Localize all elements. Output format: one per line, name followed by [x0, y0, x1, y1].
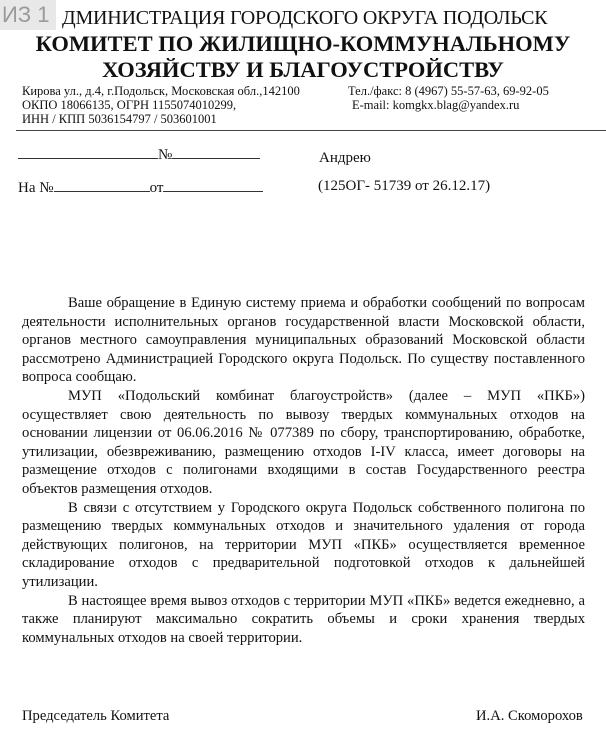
from-word: от — [149, 180, 164, 196]
reply-number-blank — [54, 178, 150, 192]
administration-title: ДМИНИСТРАЦИЯ ГОРОДСКОГО ОКРУГА ПОДОЛЬСК — [62, 7, 548, 29]
address: Кирова ул., д.4, г.Подольск, Московская обл.,142100 — [22, 84, 300, 98]
page-counter-badge: ИЗ 1 — [0, 0, 56, 30]
reply-date-blank — [163, 178, 263, 192]
number-sign: № — [158, 147, 173, 163]
reply-reference-line — [18, 178, 263, 197]
committee-title-line1: КОМИТЕТ ПО ЖИЛИЩНО-КОММУНАЛЬНОМУ — [35, 31, 571, 56]
number-blank — [172, 145, 260, 159]
paragraph: МУП «Подольский комбинат благоустройств» (далее – МУП «ПКБ») осуществляет свою деятельность по вывозу твердых коммунальных отходов на основании лицензии от 06.06.2016 № 077389 по сбору, транспортированию, обработке, утилизации, обезвреживанию, размещению отходов I-IV класса, имеет договоры на размещение отходов с полигонами входящими в состав Государственного реестра объектов размещения отходов. — [22, 387, 585, 497]
okpo-ogrn: ОКПО 18066135, ОГРН 1155074010299, — [22, 98, 237, 112]
paragraph: Ваше обращение в Единую систему приема и обработки сообщений по вопросам деятельности исполнительных органов государственной власти Московской области, органов местного самоуправления муниципальных образований Московской области рассмотрено Администрацией Городского округа Подольск. По существу поставленного вопроса сообщаю. — [22, 295, 585, 386]
date-blank — [18, 145, 158, 159]
paragraph: В настоящее время вывоз отходов с территории МУП «ПКБ» ведется ежедневно, а также планируют максимально сократить объемы и сроки хранения твердых коммунальных отходов на своей территории. — [22, 592, 585, 646]
paragraph: В связи с отсутствием у Городского округа Подольск собственного полигона по размещению твердых коммунальных отходов и значительного удаления от города действующих полигонов, на территории МУП «ПКБ» осуществляется временное складирование отходов с предварительной подготовкой отходов к дальнейшей утилизации. — [22, 499, 585, 590]
recipient: Андрею — [319, 150, 371, 166]
email: E-mail: komgkx.blag@yandex.ru — [352, 98, 520, 112]
outgoing-number-line — [18, 145, 260, 164]
reference-number: (125ОГ- 51739 от 26.12.17) — [318, 178, 491, 194]
signatory-position: Председатель Комитета — [22, 708, 170, 724]
header-divider — [16, 130, 606, 131]
signatory-name: И.А. Скоморохов — [476, 708, 583, 724]
inn-kpp: ИНН / КПП 5036154797 / 503601001 — [22, 112, 217, 126]
letter-body — [22, 294, 585, 647]
committee-title-line2: ХОЗЯЙСТВУ И БЛАГОУСТРОЙСТВУ — [102, 57, 504, 82]
phone: Тел./факс: 8 (4967) 55-57-63, 69-92-05 — [348, 84, 549, 98]
reply-prefix: На № — [18, 180, 54, 196]
